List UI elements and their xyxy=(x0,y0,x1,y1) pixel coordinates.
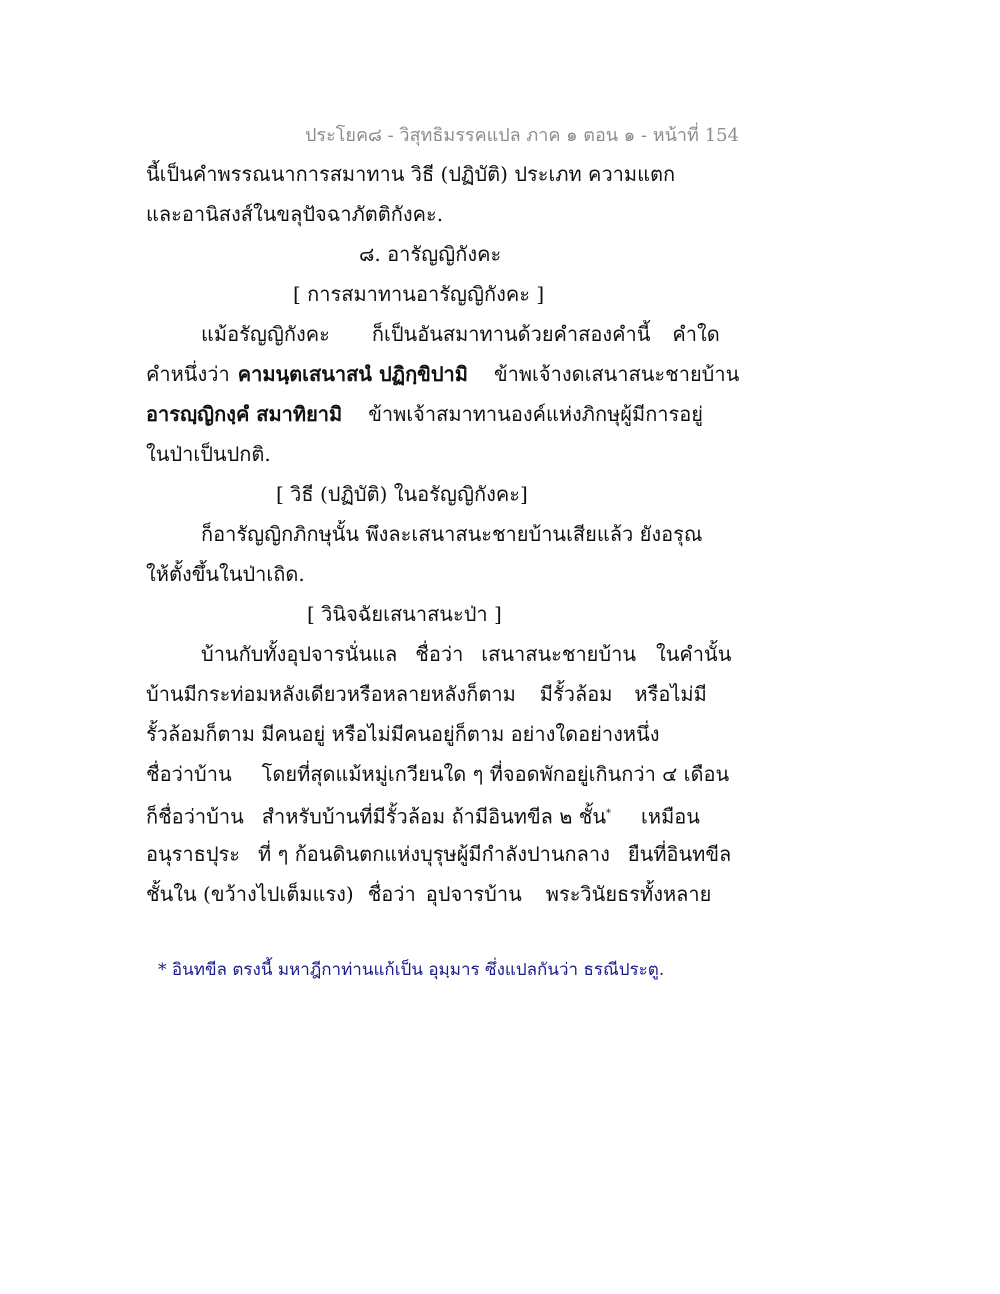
para3-line2-part-b: มีรั้วล้อม xyxy=(539,682,613,706)
para1-line1-part-c: คำใด xyxy=(672,322,720,346)
para3-line-1 xyxy=(201,640,731,668)
running-header: ประโยค๘ - วิสุทธิมรรคแปล ภาค ๑ ตอน ๑ - หน้าที่ 154 xyxy=(305,125,739,146)
para3-line-2 xyxy=(146,680,707,708)
para3-line7-part-b: ชื่อว่า xyxy=(367,882,416,906)
pali-phrase-2: อารญฺญิกงฺคํ สมาทิยามิ xyxy=(146,402,343,426)
para3-line1-part-b: ชื่อว่า xyxy=(415,642,464,666)
para1-line-3 xyxy=(146,400,703,428)
para3-line-5 xyxy=(146,800,700,831)
para1-line2-part-b: ข้าพเจ้างดเสนาสนะชายบ้าน xyxy=(493,362,740,386)
para3-line4-part-b: โดยที่สุดแม้หมู่เกวียนใด ๆ ที่จอดพักอยู่เกินกว่า ๔ เดือน xyxy=(261,762,730,786)
subheading-samatan: [ การสมาทานอารัญญิกังคะ ] xyxy=(293,282,545,306)
para3-line1-part-a: บ้านกับทั้งอุปจารนั่นแล xyxy=(201,642,398,666)
footnote-marker: * xyxy=(606,808,612,819)
para3-line6-part-b: ที่ ๆ ก้อนดินตกแห่งบุรุษผู้มีกำลังปานกลาง xyxy=(258,842,610,866)
para3-line-6 xyxy=(146,840,731,868)
para1-line2-part-a: คำหนึ่งว่า xyxy=(146,362,230,386)
section-title: ๘. อารัญญิกังคะ xyxy=(359,242,502,266)
para3-line6-part-a: อนุราธปุระ xyxy=(146,842,241,866)
para3-line-4 xyxy=(146,760,729,788)
para3-line7-part-a: ชั้นใน (ขว้างไปเต็มแรง) xyxy=(146,882,354,906)
para1-line1-part-a: แม้อรัญญิกังคะ xyxy=(201,322,330,346)
para3-line7-part-d: พระวินัยธรทั้งหลาย xyxy=(545,882,712,906)
subheading-forest-lodging: [ วินิจฉัยเสนาสนะป่า ] xyxy=(307,602,502,626)
para3-line-7 xyxy=(146,880,711,908)
para1-line-4: ในป่าเป็นปกติ. xyxy=(146,442,271,466)
para3-line5-part-b: สำหรับบ้านที่มีรั้วล้อม ถ้ามีอินทขีล ๒ ชั้น xyxy=(261,804,607,829)
para2-line-1: ก็อารัญญิกภิกษุนั้น พึงละเสนาสนะชายบ้านเสียแล้ว ยังอรุณ xyxy=(201,522,703,546)
para3-line-3: รั้วล้อมก็ตาม มีคนอยู่ หรือไม่มีคนอยู่ก็ตาม อย่างใดอย่างหนึ่ง xyxy=(146,722,660,746)
para3-line2-part-a: บ้านมีกระท่อมหลังเดียวหรือหลายหลังก็ตาม xyxy=(146,682,516,706)
para3-line4-part-a: ชื่อว่าบ้าน xyxy=(146,762,232,786)
para3-line7-part-c: อุปจารบ้าน xyxy=(425,882,522,906)
para3-line1-part-c: เสนาสนะชายบ้าน xyxy=(481,642,636,666)
pali-phrase-1: คามนฺตเสนาสนํ ปฏิกฺขิปามิ xyxy=(237,362,468,386)
para3-line5-part-a: ก็ชื่อว่าบ้าน xyxy=(146,804,244,829)
para1-line3-part-b: ข้าพเจ้าสมาทานองค์แห่งภิกษุผู้มีการอยู่ xyxy=(368,402,703,426)
para3-line6-part-c: ยืนที่อินทขีล xyxy=(627,842,732,866)
para2-line-2: ให้ตั้งขึ้นในป่าเถิด. xyxy=(146,562,305,586)
para1-line1-part-b: ก็เป็นอันสมาทานด้วยคำสองคำนี้ xyxy=(371,322,651,346)
para1-line-1 xyxy=(201,320,720,348)
para1-line-2 xyxy=(146,360,739,388)
intro-line-1: นี้เป็นคำพรรณนาการสมาทาน วิธี (ปฏิบัติ) ประเภท ความแตก xyxy=(146,162,676,186)
para3-line2-part-c: หรือไม่มี xyxy=(634,682,707,706)
para3-line1-part-d: ในคำนั้น xyxy=(655,642,732,666)
footnote: * อินทขีล ตรงนี้ มหาฎีกาท่านแก้เป็น อุมฺมาร ซึ่งแปลกันว่า ธรณีประตู. xyxy=(158,960,665,980)
subheading-method: [ วิธี (ปฏิบัติ) ในอรัญญิกังคะ] xyxy=(276,482,528,506)
para3-line5-part-c: เหมือน xyxy=(641,804,700,829)
intro-line-2: และอานิสงส์ในขลุปัจฉาภัตติกังคะ. xyxy=(146,202,444,226)
